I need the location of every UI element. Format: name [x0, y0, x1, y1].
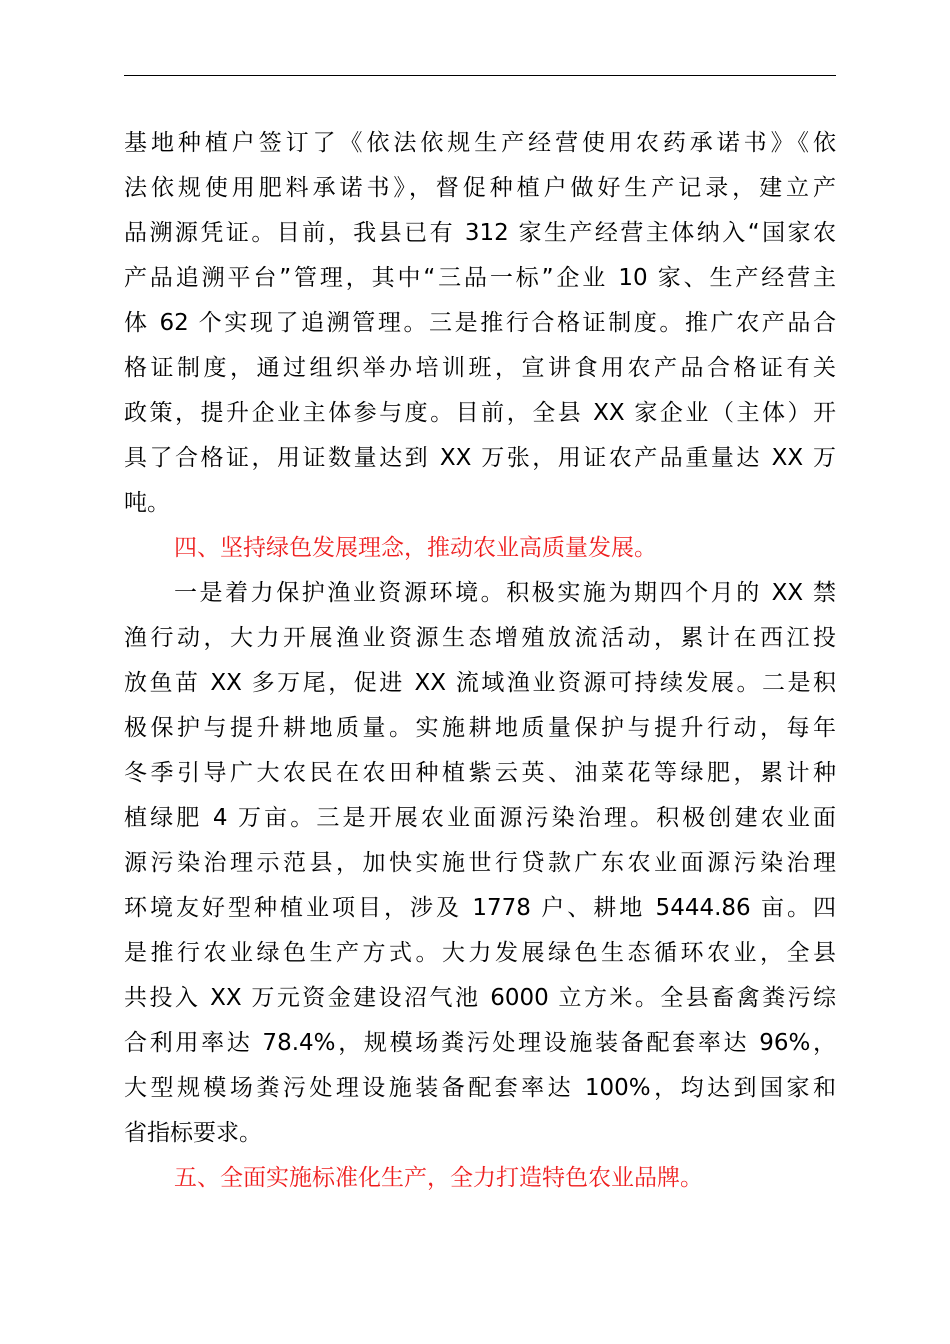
- body-line: 是推行农业绿色生产方式。大力发展绿色生态循环农业，全县: [124, 940, 836, 966]
- body-line: 渔行动，大力开展渔业资源生态增殖放流活动，累计在西江投: [124, 625, 836, 651]
- body-line: 体 62 个实现了追溯管理。三是推行合格证制度。推广农产品合: [124, 310, 836, 336]
- header-rule: [124, 75, 836, 76]
- body-line: 共投入 XX 万元资金建设沼气池 6000 立方米。全县畜禽粪污综: [124, 985, 836, 1011]
- section-heading-5: 五、全面实施标准化生产，全力打造特色农业品牌。: [174, 1165, 703, 1191]
- document-body: [124, 121, 836, 1201]
- body-line: 基地种植户签订了《依法依规生产经营使用农药承诺书》《依: [124, 130, 836, 156]
- body-line: 冬季引导广大农民在农田种植紫云英、油菜花等绿肥，累计种: [124, 760, 836, 786]
- body-line: 政策，提升企业主体参与度。目前，全县 XX 家企业（主体）开: [124, 400, 836, 426]
- body-line: 极保护与提升耕地质量。实施耕地质量保护与提升行动，每年: [124, 715, 836, 741]
- body-line: 源污染治理示范县，加快实施世行贷款广东农业面源污染治理: [124, 850, 836, 876]
- body-line: 合利用率达 78.4%，规模场粪污处理设施装备配套率达 96%，: [124, 1030, 836, 1056]
- section-heading-4: 四、坚持绿色发展理念，推动农业高质量发展。: [174, 535, 657, 561]
- body-line: 具了合格证，用证数量达到 XX 万张，用证农产品重量达 XX 万: [124, 445, 836, 471]
- body-line: 省指标要求。: [124, 1120, 262, 1146]
- body-line: 法依规使用肥料承诺书》，督促种植户做好生产记录，建立产: [124, 175, 836, 201]
- body-line: 产品追溯平台”管理，其中“三品一标”企业 10 家、生产经营主: [124, 265, 836, 291]
- body-line: 环境友好型种植业项目，涉及 1778 户、耕地 5444.86 亩。四: [124, 895, 836, 921]
- body-line: 放鱼苗 XX 多万尾，促进 XX 流域渔业资源可持续发展。二是积: [124, 670, 836, 696]
- body-line: 植绿肥 4 万亩。三是开展农业面源污染治理。积极创建农业面: [124, 805, 836, 831]
- body-line: 吨。: [124, 490, 170, 516]
- body-line: 一是着力保护渔业资源环境。积极实施为期四个月的 XX 禁: [174, 580, 836, 606]
- body-line: 品溯源凭证。目前，我县已有 312 家生产经营主体纳入“国家农: [124, 220, 836, 246]
- body-line: 格证制度，通过组织举办培训班，宣讲食用农产品合格证有关: [124, 355, 836, 381]
- body-line: 大型规模场粪污处理设施装备配套率达 100%，均达到国家和: [124, 1075, 836, 1101]
